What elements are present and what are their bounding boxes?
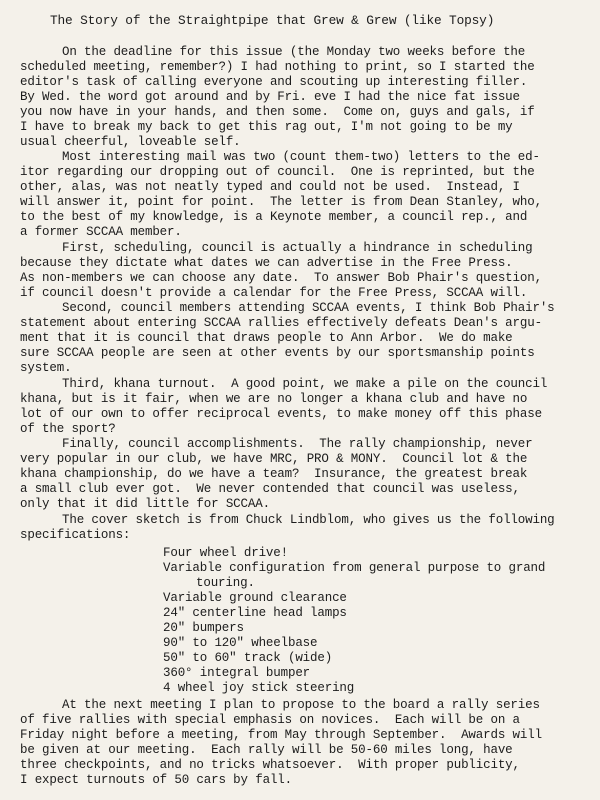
text-line: Second, council members attending SCCAA events, I think Bob Phair's bbox=[62, 301, 555, 315]
spec-item: 20" bumpers bbox=[163, 621, 244, 635]
text-line: On the deadline for this issue (the Monday two weeks before the bbox=[62, 45, 526, 59]
text-line: of the sport? bbox=[20, 422, 116, 436]
text-line: usual cheerful, loveable self. bbox=[20, 135, 241, 149]
text-line: I expect turnouts of 50 cars by fall. bbox=[20, 773, 292, 787]
text-line: only that it did little for SCCAA. bbox=[20, 497, 270, 511]
text-line: will answer it, point for point. The letter is from Dean Stanley, who, bbox=[20, 195, 542, 209]
text-line: of five rallies with special emphasis on novices. Each will be on a bbox=[20, 713, 520, 727]
spec-item: Four wheel drive! bbox=[163, 546, 288, 560]
text-line: First, scheduling, council is actually a hindrance in scheduling bbox=[62, 241, 533, 255]
text-line: specifications: bbox=[20, 528, 131, 542]
text-line: Most interesting mail was two (count them-two) letters to the ed- bbox=[62, 150, 540, 164]
text-line: At the next meeting I plan to propose to the board a rally series bbox=[62, 698, 540, 712]
text-line: Friday night before a meeting, from May through September. Awards will bbox=[20, 728, 542, 742]
spec-item: 90" to 120" wheelbase bbox=[163, 636, 318, 650]
text-line: ment that it is council that draws people to Ann Arbor. We do make bbox=[20, 331, 513, 345]
page-title: The Story of the Straightpipe that Grew & Grew (like Topsy) bbox=[50, 13, 495, 28]
text-line: By Wed. the word got around and by Fri. eve I had the nice fat issue bbox=[20, 90, 520, 104]
text-line: very popular in our club, we have MRC, PRO & MONY. Council lot & the bbox=[20, 452, 528, 466]
spec-item: Variable configuration from general purpose to grand bbox=[163, 561, 546, 575]
text-line: a former SCCAA member. bbox=[20, 225, 182, 239]
spec-item: 4 wheel joy stick steering bbox=[163, 681, 355, 695]
text-line: Finally, council accomplishments. The rally championship, never bbox=[62, 437, 533, 451]
text-line: system. bbox=[20, 361, 72, 375]
spec-item: 50" to 60" track (wide) bbox=[163, 651, 333, 665]
spec-item: 360° integral bumper bbox=[163, 666, 311, 680]
text-line: editor's task of calling everyone and scouting up interesting filler. bbox=[20, 75, 528, 89]
text-line: As non-members we can choose any date. To answer Bob Phair's question, bbox=[20, 271, 542, 285]
text-line: Third, khana turnout. A good point, we make a pile on the council bbox=[62, 377, 548, 391]
spec-item: touring. bbox=[196, 576, 255, 590]
text-line: khana championship, do we have a team? Insurance, the greatest break bbox=[20, 467, 528, 481]
text-line: sure SCCAA people are seen at other events by our sportsmanship points bbox=[20, 346, 535, 360]
text-line: three checkpoints, and no tricks whatsoever. With proper publicity, bbox=[20, 758, 520, 772]
text-line: other, alas, was not neatly typed and could not be used. Instead, I bbox=[20, 180, 520, 194]
text-line: I have to break my back to get this rag out, I'm not going to be my bbox=[20, 120, 513, 134]
text-line: a small club ever got. We never contended that council was useless, bbox=[20, 482, 520, 496]
text-line: be given at our meeting. Each rally will be 50-60 miles long, have bbox=[20, 743, 513, 757]
text-line: if council doesn't provide a calendar for the Free Press, SCCAA will. bbox=[20, 286, 528, 300]
text-line: khana, but is it fair, when we are no longer a khana club and have no bbox=[20, 392, 528, 406]
spec-item: Variable ground clearance bbox=[163, 591, 347, 605]
text-line: itor regarding our dropping out of council. One is reprinted, but the bbox=[20, 165, 535, 179]
text-line: you now have in your hands, and then some. Come on, guys and gals, if bbox=[20, 105, 535, 119]
text-line: scheduled meeting, remember?) I had nothing to print, so I started the bbox=[20, 60, 535, 74]
text-line: The cover sketch is from Chuck Lindblom, who gives us the following bbox=[62, 513, 555, 527]
text-line: to the best of my knowledge, is a Keynote member, a council rep., and bbox=[20, 210, 528, 224]
text-line: lot of our own to offer reciprocal events, to make money off this phase bbox=[20, 407, 542, 421]
text-line: because they dictate what dates we can advertise in the Free Press. bbox=[20, 256, 513, 270]
text-line: statement about entering SCCAA rallies effectively defeats Dean's argu- bbox=[20, 316, 542, 330]
spec-item: 24" centerline head lamps bbox=[163, 606, 347, 620]
